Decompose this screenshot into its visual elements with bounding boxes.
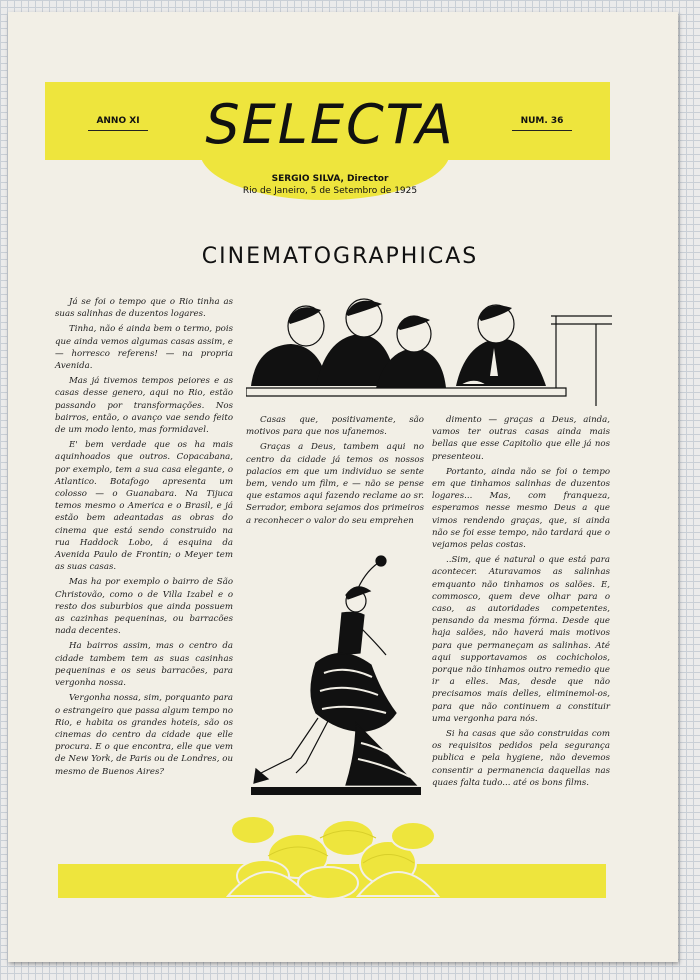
paragraph: Vergonha nossa, sim, porquanto para o estrangeiro que passa algum tempo no Rio, e habita os grandes hoteis, são os cinemas do centro da cidade que elle procura. E o que encontra, elle que vem de New York, de Paris ou de Londres, ou mesmo de Buenos Aires? — [55, 693, 233, 777]
four-men-illustration — [246, 296, 612, 408]
paragraph: Ha bairros assim, mas o centro da cidade tambem tem as suas casinhas pequeninas e os seus barracões, para vergonha nossa. — [55, 641, 233, 689]
paragraph: Mas já tivemos tempos peiores e as casas desse genero, aqui no Rio, estão passando por transformações. Nos bairros, então, o avanço vae sendo feito de um modo lento, mas formidavel. — [55, 376, 233, 436]
director-line: SERGIO SILVA, Director — [271, 174, 389, 184]
issue-number: NUM. 36 — [512, 116, 572, 131]
paragraph: Si ha casas que são construidas com os requisitos pedidos pela segurança publica e pela hygiene, não devemos consentir a permanencia daquellas nas quaes falta tudo... até os bons films. — [432, 729, 610, 788]
dancer-illustration — [246, 553, 422, 803]
paragraph: dimento — graças a Deus, ainda, vamos ter outras casas ainda mais bellas que esse Capitolio que elle já nos presenteou. — [432, 415, 610, 462]
floral-ornament — [58, 808, 608, 903]
issue-year: ANNO XI — [88, 116, 148, 131]
paragraph: ..Sim, que é natural o que está para acontecer. Aturavamos as salinhas emquanto não tinhamos os salões. E, commosco, quem deve olhar para o caso, as autoridades competentes, pensando da mesma fórma. Desde que haja salões, não haverá mais motivos para que permaneçam as salinhas. Até aqui supportavamos os cochicholos, porque não tinhamos outro remedio que ir a elles. Mas, desde que não precisamos mais delles, eliminemol-os, para que não continuem a constituir uma vergonha para nós. — [432, 555, 610, 724]
paragraph: E' bem verdade que os ha mais aquinhoados que outros. Copacabana, por exemplo, tem a sua casa elegante, o Atlantico. Botafogo apresenta um colosso — o Guanabara. Na Tijuca temos mesmo o America e o Brasil, e já estão bem adeantadas as obras do cinema que está sendo construido na rua Haddock Lobo, á esquina da Avenida Paulo de Frontin; o Meyer tem as suas casas. — [55, 440, 233, 573]
text-column-3 — [432, 414, 610, 792]
paragraph: Portanto, ainda não se foi o tempo em que tinhamos salinhas de duzentos logares... Mas, com franqueza, esperamos nesse mesmo Deus a que vimos rendendo graças, que, si ainda não se foi esse tempo, não tardará que o vejamos pelas costas. — [432, 466, 610, 551]
text-column-2 — [246, 414, 424, 530]
paragraph: Graças a Deus, tambem aqui no centro da cidade já temos os nossos palacios em que um individuo se sente bem, vendo um film, e — não se pense que estamos aqui fazendo reclame ao sr. Serrador, embora sejamos dos primeiros a reconhecer o valor do seu emprehen — [246, 442, 424, 526]
text-column-1 — [55, 296, 233, 781]
article-headline: CINEMATOGRAPHICAS — [201, 244, 479, 269]
dateline: Rio de Janeiro, 5 de Setembro de 1925 — [242, 186, 418, 196]
paragraph: Mas ha por exemplo o bairro de São Christovão, como o de Villa Izabel e o resto dos suburbios que ainda possuem as cazinhas pequeninas, ou barracões nada decentes. — [55, 577, 233, 637]
paragraph: Casas que, positivamente, são motivos para que nos ufanemos. — [246, 415, 424, 438]
magazine-title: SELECTA — [205, 93, 455, 156]
paragraph: Já se foi o tempo que o Rio tinha as suas salinhas de duzentos logares. — [55, 297, 233, 320]
paragraph: Tinha, não é ainda bem o termo, pois que ainda vemos algumas casas assim, e — horresco referens! — na propria Avenida. — [55, 324, 233, 372]
